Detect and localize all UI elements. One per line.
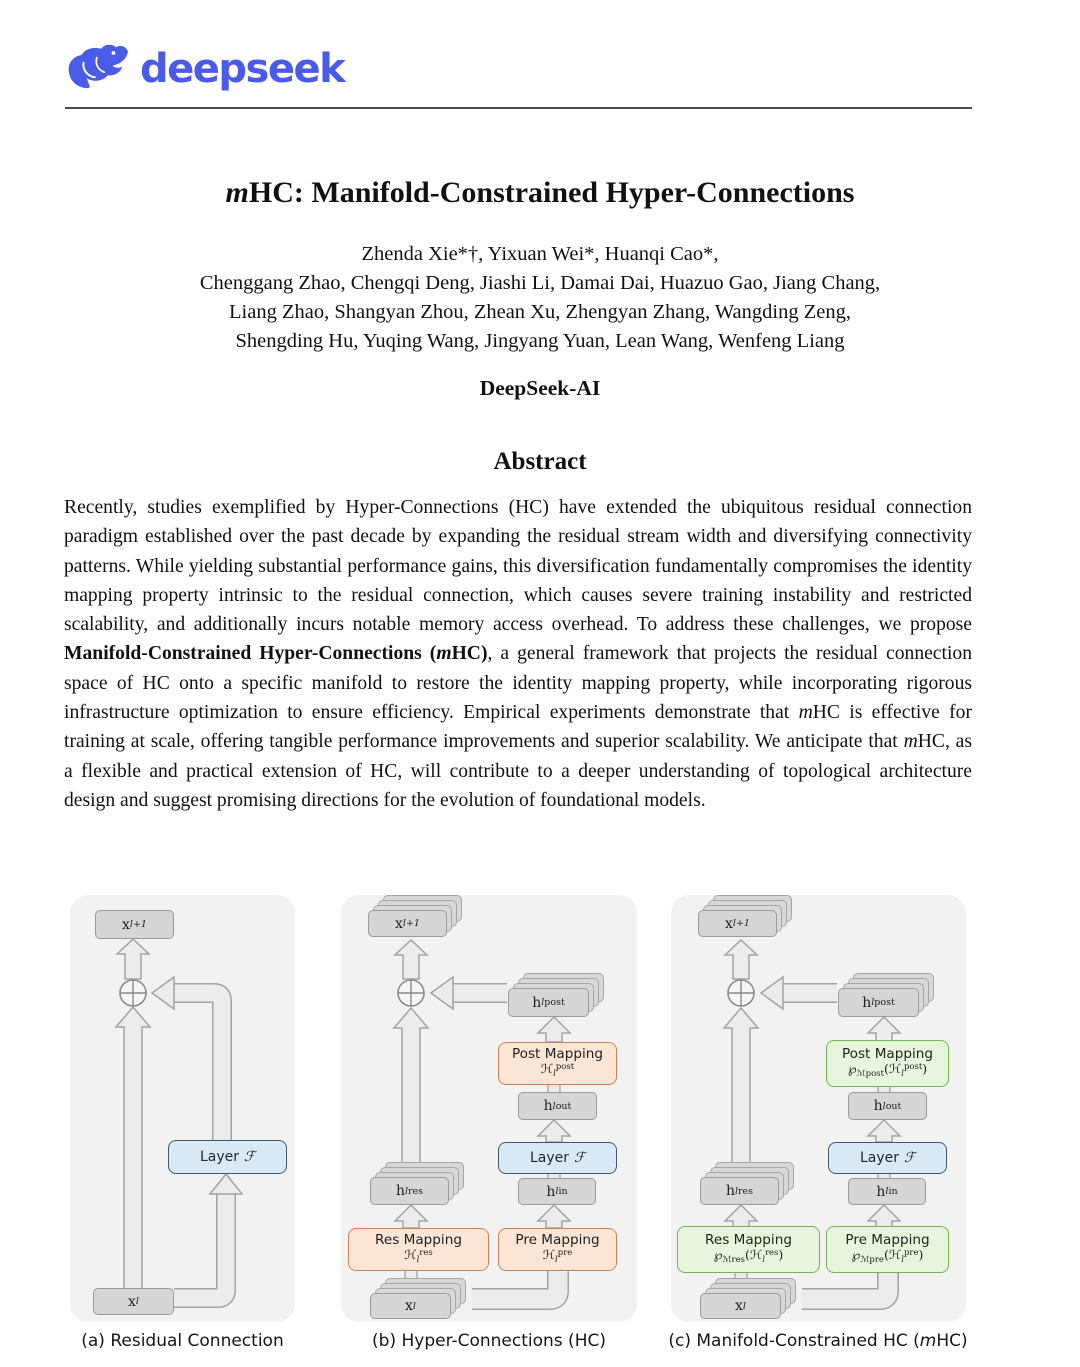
x-in-stack [370,1293,449,1317]
pre-mapping-formula [543,1248,573,1266]
res-mapping-box [348,1228,489,1271]
author-line: Zhenda Xie*†, Yixuan Wei*, Huanqi Cao*, [361,243,719,265]
formula-sub: l [762,1255,765,1266]
abstract-segment: HC, as a flexible and practical extension of HC, will contribute to a deeper understanding of topological architecture design and suggest promising directions for the evolution of foundational models. [64,731,973,811]
script-h: ℋ [888,1247,902,1263]
script-p: ℘ [851,1247,861,1263]
author-line: Liang Zhao, Shangyan Zhou, Zhean Xu, Zhengyan Zhang, Wangding Zeng, [229,301,851,323]
manifold-sup: pre [869,1255,884,1266]
caption-hc [341,1331,637,1351]
h-out-sub: l [552,1100,556,1112]
res-mapping-title: Res Mapping [375,1232,462,1249]
formula-sup: post [903,1062,923,1073]
x-next-label: x [122,916,130,933]
pre-mapping-box [826,1226,949,1273]
layer-f-symbol: ℱ [904,1150,916,1166]
deepseek-wordmark: deepseek [140,45,345,92]
author-line: Shengding Hu, Yuqing Wang, Jingyang Yuan, Lean Wang, Wenfeng Liang [235,330,845,352]
figure-panel-mhc [671,895,966,1322]
h-in-sub: l [885,1186,889,1197]
layer-f-symbol: ℱ [244,1149,256,1165]
h-out-sub: l [882,1100,886,1112]
formula-sub: l [901,1255,904,1266]
h-res-stack [370,1177,447,1203]
formula-sup: pre [903,1248,919,1259]
h-in-label: h [546,1183,556,1200]
formula-sup: post [555,1062,575,1073]
formula-sub: l [555,1255,558,1266]
title-rest: HC: Manifold-Constrained Hyper-Connections [248,176,855,209]
paren: ) [778,1247,784,1263]
manifold-sup: post [865,1069,884,1080]
caption-text: (c) Manifold-Constrained HC ( [668,1331,920,1351]
x-in-sub: l [135,1296,139,1307]
formula-sup: res [419,1248,433,1259]
res-mapping-formula [404,1248,433,1266]
x-in-box [370,1293,451,1319]
x-next-label: x [725,915,733,932]
script-m-sub: ℳ [856,1069,866,1080]
h-in-box [518,1178,596,1205]
paren: ( [744,1247,750,1263]
author-line: Chenggang Zhao, Chengqi Deng, Jiashi Li, Damai Dai, Huazuo Gao, Jiang Chang, [199,272,881,294]
pre-mapping-formula [852,1248,924,1266]
h-post-stack [508,988,587,1015]
h-out-box [518,1092,597,1120]
h-post-stack [838,988,917,1015]
script-p: ℘ [713,1247,723,1263]
h-post-sub: l [871,997,875,1008]
layer-label: Layer [859,1150,900,1166]
post-mapping-box [826,1040,949,1087]
x-next-stack [698,910,775,935]
h-res-box [370,1177,449,1205]
pre-mapping-title: Pre Mapping [845,1232,930,1249]
h-res-box [700,1177,779,1205]
caption-italic-m: m [919,1331,937,1351]
script-h: ℋ [749,1247,763,1263]
h-post-box [508,988,589,1017]
figure-panel-residual [70,895,295,1322]
post-mapping-formula [541,1062,574,1080]
formula-sub: l [901,1069,904,1080]
h-out-sup: out [555,1100,572,1112]
caption-mhc [648,1331,988,1351]
deepseek-logo [68,44,344,99]
post-mapping-title: Post Mapping [841,1046,934,1063]
header-divider [65,107,972,109]
h-post-box [838,988,919,1017]
x-in-label: x [128,1293,136,1310]
layer-f-symbol: ℱ [574,1150,586,1166]
h-post-sub: l [541,997,545,1008]
paren: ) [922,1061,928,1077]
h-post-label: h [532,994,542,1011]
h-out-box [848,1092,927,1120]
h-in-sup: in [558,1186,568,1197]
caption-text: (b) Hyper-Connections (HC) [372,1331,606,1351]
pre-mapping-title: Pre Mapping [515,1232,600,1249]
layer-box [828,1142,947,1174]
abstract-segment-bold-italic: m [436,643,452,665]
script-m-sub: ℳ [722,1255,732,1266]
abstract-segment: , a general framework that projects the residual connection space of HC onto a specific manifold to restore the identity mapping property, while incorporating rigorous infrastructure optimization to ensure efficiency. Empirical experiments demonstrate that [64,643,972,724]
x-next-stack [368,910,445,935]
layer-box [498,1142,617,1174]
h-res-sup: res [408,1185,424,1197]
h-in-box [848,1178,926,1205]
h-res-label: h [395,1183,405,1199]
script-m-sub: ℳ [860,1255,870,1266]
abstract-heading: Abstract [493,448,587,475]
h-out-label: h [873,1098,883,1114]
script-h: ℋ [404,1247,417,1263]
caption-text: (a) Residual Connection [81,1331,284,1351]
abstract-segment-bold: Manifold-Constrained Hyper-Connections ( [64,643,437,665]
layer-label: Layer [199,1149,240,1165]
h-post-label: h [862,994,872,1011]
formula-sub: l [553,1069,556,1080]
res-mapping-box [677,1226,820,1273]
h-post-sup: post [544,997,565,1008]
res-mapping-formula [714,1248,784,1266]
h-res-sub: l [404,1185,409,1197]
formula-sup: pre [557,1248,573,1259]
x-next-sub: l+1 [402,918,420,929]
layer-label: Layer [529,1150,570,1166]
abstract-segment-italic: m [798,702,813,724]
affiliation: DeepSeek-AI [479,376,601,400]
x-in-sub: l [742,1300,746,1312]
h-out-sup: out [885,1100,902,1112]
formula-sub: l [416,1255,420,1266]
x-next-sub: l+1 [129,919,147,930]
h-res-sup: res [738,1185,754,1197]
post-mapping-title: Post Mapping [511,1046,604,1063]
abstract-segment-bold: HC) [451,643,488,665]
abstract-segment: HC is effective for training at scale, offering tangible performance improvements and superior scalability. We anticipate that [64,702,972,753]
x-in-box [93,1288,174,1315]
h-post-sup: post [874,997,895,1008]
script-h: ℋ [540,1061,554,1077]
x-next-box [368,910,447,937]
h-res-stack [700,1177,777,1203]
post-mapping-box [498,1042,617,1085]
manifold-sup: res [731,1255,745,1266]
residual-arrows-graphic [70,895,295,1322]
abstract-segment-italic: m [903,731,918,753]
x-in-stack [700,1293,779,1317]
script-p: ℘ [847,1061,857,1077]
caption-text: HC) [936,1331,968,1351]
formula-sup: res [764,1248,779,1259]
paren: ) [918,1247,924,1263]
h-out-label: h [543,1098,553,1114]
x-next-label: x [395,915,403,932]
x-in-label: x [405,1298,413,1314]
author-list [0,240,1080,356]
x-in-box [700,1293,781,1319]
abstract-segment: Recently, studies exemplified by Hyper-Connections (HC) have extended the ubiquitous residual connection paradigm established over the past decade by expanding the residual stream width and diversifying connectivity patterns. While yielding substantial performance gains, this diversification fundamentally compromises the identity mapping property intrinsic to the residual connection, which causes severe training instability and restricted scalability, and additionally incurs notable memory access overhead. To address these challenges, we propose [64,497,972,636]
x-next-sub: l+1 [732,918,750,929]
res-mapping-title: Res Mapping [705,1232,792,1249]
layer-box [168,1140,287,1174]
title-italic-m: m [225,176,249,209]
h-in-sup: in [888,1186,898,1197]
paren: ( [883,1061,889,1077]
h-in-sub: l [555,1186,559,1197]
h-in-label: h [876,1183,886,1200]
paren: ( [883,1247,889,1263]
x-in-label: x [735,1298,743,1314]
x-next-box [95,910,174,939]
x-next-box [698,910,777,937]
abstract-text [64,493,972,815]
pre-mapping-box [498,1228,617,1271]
caption-residual [70,1331,295,1351]
paper-title [0,176,1080,210]
script-h: ℋ [888,1061,902,1077]
figure-panel-hc [341,895,637,1322]
script-h: ℋ [542,1247,556,1263]
h-res-label: h [725,1183,735,1199]
post-mapping-formula [848,1062,927,1080]
h-res-sub: l [734,1185,739,1197]
whale-icon [68,44,130,99]
x-in-sub: l [412,1300,416,1312]
